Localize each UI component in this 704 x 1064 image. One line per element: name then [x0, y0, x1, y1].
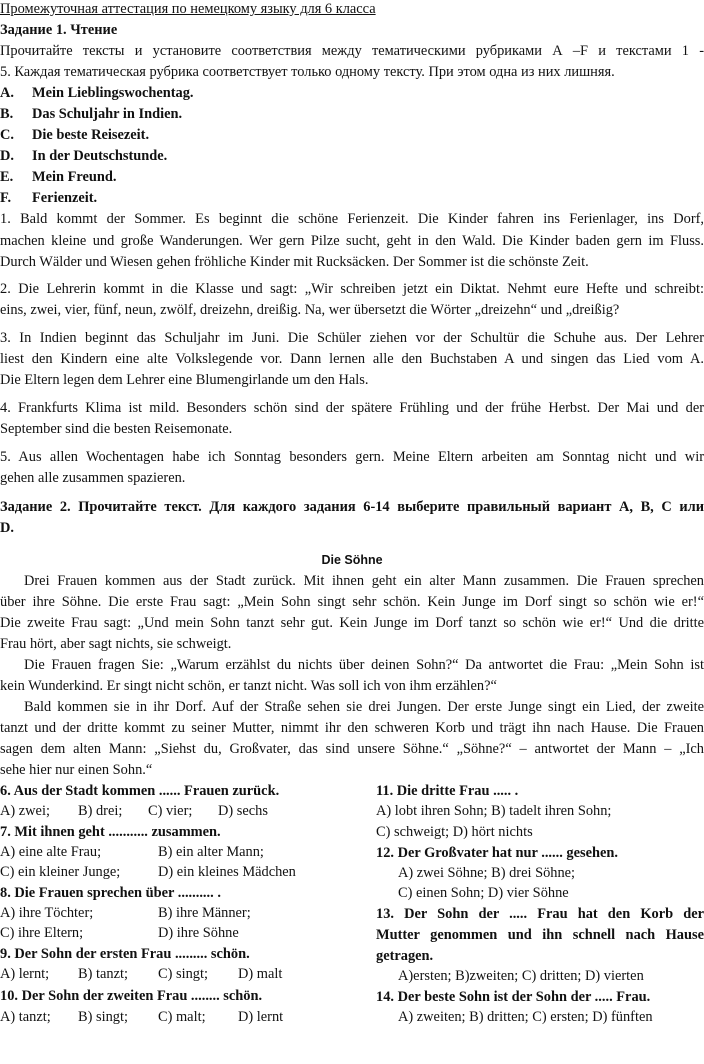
text-4-line: September sind die besten Reisemonate.	[0, 421, 233, 437]
question-14: 14. Der beste Sohn ist der Sohn der ..... Frau.	[376, 989, 651, 1005]
text-2-line: eins, zwei, vier, fünf, neun, zwölf, dreizehn, dreißig. Na, wer übersetzt die Wörter „dreizehn“ und „dreißig?	[0, 302, 620, 318]
option: B) ihre Männer;	[158, 905, 251, 921]
question-13: getragen.	[376, 948, 434, 964]
option: B) ein alter Mann;	[158, 844, 264, 860]
story-line: sehe hier nur einen Sohn.“	[0, 762, 153, 778]
option: C) vier;	[148, 803, 193, 819]
story-line: tanzt und der dritte kommt zu seiner Mutter, nimmt ihr den schweren Korb und trägt ihn nach Hause. Die Frauen	[0, 720, 704, 736]
question-11-options: C) schweigt; D) hört nichts	[376, 824, 533, 840]
task1-instruction-line: Прочитайте тексты и установите соответствия между тематическими рубриками А –F и текстами 1 -	[0, 43, 704, 59]
option: D) malt	[238, 966, 283, 982]
question-12: 12. Der Großvater hat nur ...... gesehen.	[376, 845, 618, 861]
rubric-letter: F.	[0, 190, 12, 206]
question-13: 13. Der Sohn der ..... Frau hat den Korb der	[376, 906, 704, 922]
text-4-line: 4. Frankfurts Klima ist mild. Besonders schön sind der spätere Frühling und der frühe Herbst. Der Mai und der	[0, 400, 704, 416]
text-1-line: machen kleine und große Wanderungen. Wer gern Pilze sucht, geht in den Wald. Die Kinder baden gern im Fluss.	[0, 233, 704, 249]
story-line: kein Wunderkind. Er singt nicht schön, er tanzt nicht. Was soll ich von ihm erzählen?“	[0, 678, 497, 694]
question-8-options	[0, 923, 239, 943]
option: B) drei;	[78, 803, 123, 819]
rubric-item	[0, 146, 704, 166]
question-13: Mutter genommen und ihn schnell nach Hause	[376, 927, 704, 943]
question-6-options	[0, 801, 268, 821]
rubric-text: In der Deutschstunde.	[32, 148, 168, 164]
rubric-letter: D.	[0, 148, 14, 164]
option: A) ihre Töchter;	[0, 905, 94, 921]
rubric-item	[0, 188, 704, 208]
question-7-options	[0, 842, 264, 862]
question-12-options: A) zwei Söhne; B) drei Söhne;	[398, 865, 576, 881]
option: D) lernt	[238, 1009, 284, 1025]
question-7: 7. Mit ihnen geht ........... zusammen.	[0, 824, 221, 840]
rubric-letter: B.	[0, 106, 14, 122]
rubric-text: Das Schuljahr in Indien.	[32, 106, 183, 122]
option: B) singt;	[78, 1009, 128, 1025]
option: A) lernt;	[0, 966, 50, 982]
text-3-line: liest den Kindern eine alte Volkslegende vor. Dann lernen alle den Buchstaben A und singen das Lied vom A.	[0, 351, 704, 367]
question-11: 11. Die dritte Frau ..... .	[376, 783, 519, 799]
question-10: 10. Der Sohn der zweiten Frau ........ schön.	[0, 988, 263, 1004]
rubric-letter: A.	[0, 85, 14, 101]
text-5-line: 5. Aus allen Wochentagen habe ich Sonntag besonders gern. Meine Eltern arbeiten am Sonntag nicht und wir	[0, 449, 704, 465]
task2-title: D.	[0, 520, 14, 536]
story-line: Drei Frauen kommen aus der Stadt zurück. Mit ihnen geht ein alter Mann zusammen. Die Frauen sprechen	[24, 573, 704, 589]
rubric-text: Mein Freund.	[32, 169, 117, 185]
story-line: über ihre Söhne. Die erste Frau sagt: „Mein Sohn singt sehr schön. Kein Junge im Dorf singt so schön wie er!“	[0, 594, 704, 610]
story-line: sagen dem alten Mann: „Siehst du, Großvater, das sind unsere Söhne.“ „Söhne?“ – antwortet der Mann – „Ich	[0, 741, 704, 757]
task1-title: Задание 1. Чтение	[0, 22, 118, 38]
story-line: Bald kommen sie in ihr Dorf. Auf der Straße sehen sie drei Jungen. Der erste Junge singt ein Lied, der zweite	[24, 699, 704, 715]
text-3-line: 3. In Indien beginnt das Schuljahr im Juni. Die Schüler ziehen vor der Schultür die Schuhe aus. Der Lehrer	[0, 330, 704, 346]
rubric-letter: E.	[0, 169, 14, 185]
question-13-options: A)ersten; B)zweiten; C) dritten; D) vierten	[398, 968, 644, 984]
question-14-options: A) zweiten; B) dritten; C) ersten; D) fünften	[398, 1009, 653, 1025]
page-header: Промежуточная аттестация по немецкому языку для 6 класса	[0, 1, 376, 17]
text-2-line: 2. Die Lehrerin kommt in die Klasse und sagt: „Wir schreiben jetzt ein Diktat. Nehmt eure Hefte und schreibt:	[0, 281, 704, 297]
option: B) tanzt;	[78, 966, 128, 982]
rubric-letter: C.	[0, 127, 14, 143]
option: D) ein kleines Mädchen	[158, 864, 296, 880]
text-5-line: gehen alle zusammen spazieren.	[0, 470, 186, 486]
option: A) zwei;	[0, 803, 50, 819]
rubric-text: Mein Lieblingswochentag.	[32, 85, 194, 101]
text-3-line: Die Eltern legen dem Lehrer eine Blumengirlande um den Hals.	[0, 372, 369, 388]
task1-instruction-line: 5. Каждая тематическая рубрика соответствует только одному тексту. При этом одна из них лишняя.	[0, 64, 615, 80]
question-8: 8. Die Frauen sprechen über .......... .	[0, 885, 221, 901]
option: D) ihre Söhne	[158, 925, 239, 941]
rubric-item	[0, 104, 704, 124]
story-line: Die zweite Frau sagt: „Und mein Sohn tanzt sehr gut. Kein Junge im Dorf tanzt so schön wie er!“ Und die dritte	[0, 615, 704, 631]
option: C) ihre Eltern;	[0, 925, 84, 941]
story-line: Frau hört, aber sagt nichts, sie schweigt.	[0, 636, 232, 652]
option: A) tanzt;	[0, 1009, 51, 1025]
option: C) singt;	[158, 966, 208, 982]
question-10-options	[0, 1007, 283, 1027]
story-title: Die Söhne	[321, 553, 383, 567]
story-line: Die Frauen fragen Sie: „Warum erzählst du nichts über deinen Sohn?“ Da antwortet die Frau: „Mein Sohn ist	[24, 657, 704, 673]
option: A) eine alte Frau;	[0, 844, 102, 860]
task2-title: Задание 2. Прочитайте текст. Для каждого задания 6-14 выберите правильный вариант A, B, C или	[0, 499, 704, 515]
question-7-options	[0, 862, 296, 882]
question-12-options: C) einen Sohn; D) vier Söhne	[398, 885, 569, 901]
option: D) sechs	[218, 803, 268, 819]
question-9: 9. Der Sohn der ersten Frau ......... schön.	[0, 946, 250, 962]
question-8-options	[0, 903, 251, 923]
option: C) malt;	[158, 1009, 206, 1025]
rubric-item	[0, 167, 704, 187]
rubric-item	[0, 125, 704, 145]
text-1-line: Durch Wälder und Wiesen gehen fröhliche Kinder mit Rucksäcken. Der Sommer ist die schönste Zeit.	[0, 254, 589, 270]
question-9-options	[0, 964, 282, 984]
rubric-text: Ferienzeit.	[32, 190, 98, 206]
question-6: 6. Aus der Stadt kommen ...... Frauen zurück.	[0, 783, 280, 799]
question-11-options: A) lobt ihren Sohn; B) tadelt ihren Sohn;	[376, 803, 612, 819]
rubric-text: Die beste Reisezeit.	[32, 127, 150, 143]
option: C) ein kleiner Junge;	[0, 864, 121, 880]
text-1-line: 1. Bald kommt der Sommer. Es beginnt die schöne Ferienzeit. Die Kinder fahren ins Ferienlager, ins Dorf,	[0, 211, 704, 227]
rubric-item	[0, 83, 704, 103]
